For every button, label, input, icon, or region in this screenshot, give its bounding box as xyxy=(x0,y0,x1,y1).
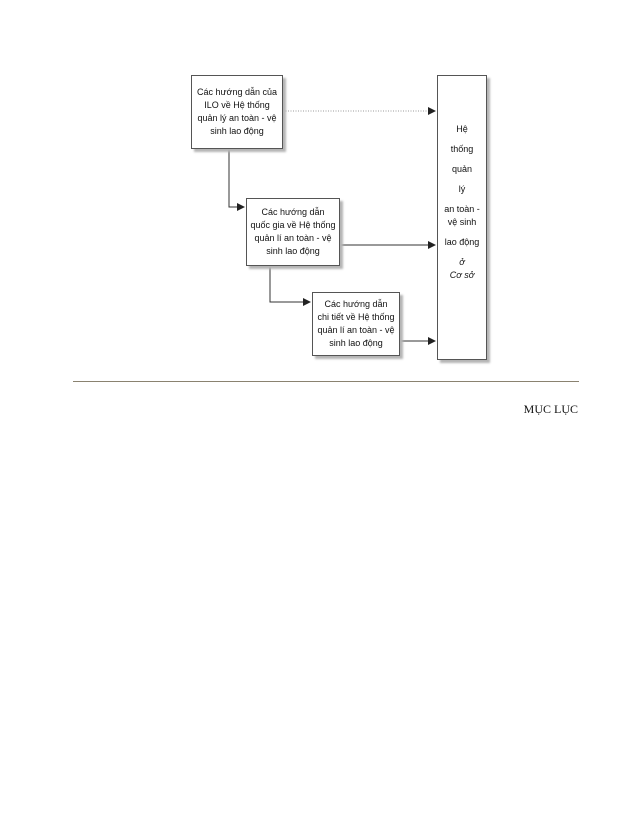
box-national-text: Các hướng dẫn quốc gia về Hệ thống quản lí an toàn - vệ sinh lao động xyxy=(250,207,336,256)
box-national-guidelines xyxy=(246,198,340,266)
system-line: Hệ xyxy=(456,124,468,134)
system-line-italic: ở xyxy=(459,257,465,267)
horizontal-divider xyxy=(73,381,579,382)
box-ilo-text: Các hướng dẫn của ILO về Hệ thống quản lý an toàn - vệ sinh lao động xyxy=(197,87,277,136)
system-line-italic: Cơ sở xyxy=(449,270,475,280)
system-line: thống xyxy=(450,144,474,154)
box-detailed-guidelines xyxy=(312,292,400,356)
box-detail-text: Các hướng dẫn chi tiết về Hệ thống quản lí an toàn - vệ sinh lao động xyxy=(317,299,395,348)
box-ilo-guidelines xyxy=(191,75,283,149)
arrow-national-to-detail xyxy=(270,266,310,302)
box-workplace-system xyxy=(437,75,487,360)
system-line: quản xyxy=(451,164,473,174)
system-line: an toàn - xyxy=(444,204,480,214)
arrow-ilo-to-national xyxy=(229,149,244,207)
system-line: lý xyxy=(458,184,466,194)
toc-heading[interactable]: MỤC LỤC xyxy=(523,402,578,416)
system-line: vệ sinh xyxy=(447,217,477,227)
system-line: lao động xyxy=(444,237,480,247)
